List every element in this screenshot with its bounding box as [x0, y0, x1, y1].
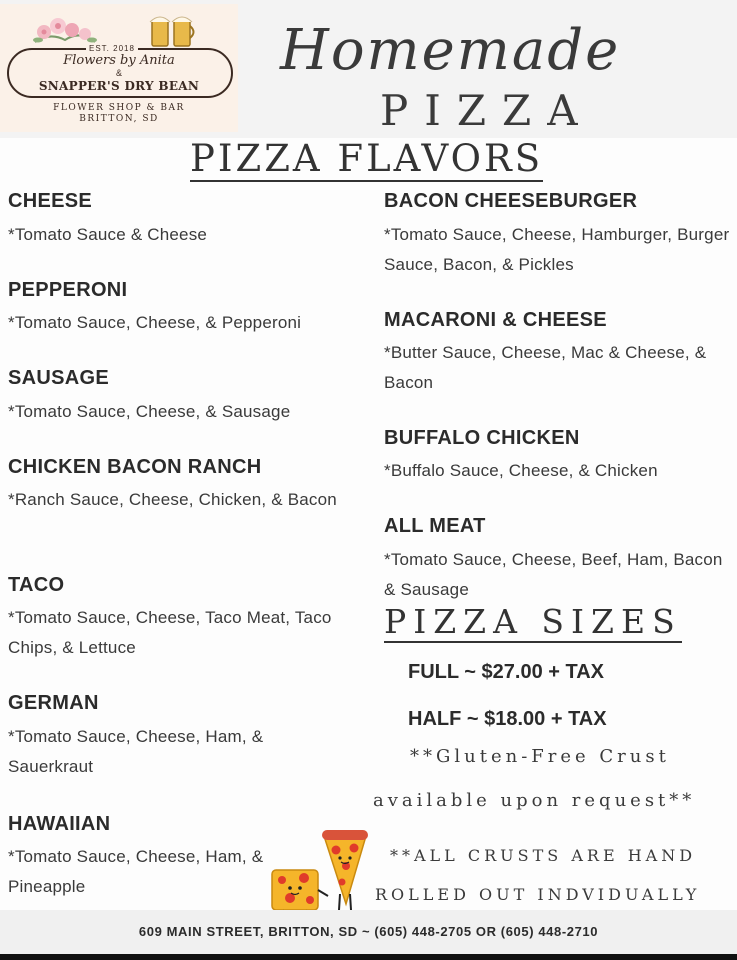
- flavor-name: BUFFALO CHICKEN: [384, 427, 580, 449]
- flavor-desc: *Tomato Sauce, Cheese, Ham, & Pineapple: [8, 847, 264, 896]
- beer-mugs-icon: [148, 10, 198, 50]
- logo-est: EST. 2018: [86, 44, 138, 53]
- flavor-name: TACO: [8, 574, 65, 596]
- flavor-desc: *Tomato Sauce, Cheese, Taco Meat, Taco Chips, & Lettuce: [8, 608, 332, 657]
- crust-note: **ALL CRUSTS ARE HAND: [390, 846, 697, 865]
- gluten-free-note: **Gluten-Free Crust: [410, 746, 670, 767]
- flavor-desc: *Tomato Sauce, Cheese, Ham, & Sauerkraut: [8, 727, 264, 776]
- business-logo: [0, 4, 238, 132]
- size-half: HALF ~ $18.00 + TAX: [408, 708, 607, 730]
- flavors-heading: PIZZA FLAVORS: [190, 137, 544, 180]
- flavor-name: MACARONI & CHEESE: [384, 309, 607, 331]
- logo-name-flowers: Flowers by Anita: [63, 53, 175, 68]
- flavor-desc: *Tomato Sauce & Cheese: [8, 225, 208, 244]
- flavor-desc: *Tomato Sauce, Cheese, & Sausage: [8, 402, 291, 421]
- flavor-name: CHICKEN BACON RANCH: [8, 456, 262, 478]
- logo-ampersand: &: [115, 68, 122, 78]
- page-title: PIZZA: [380, 86, 594, 135]
- flavor-name: PEPPERONI: [8, 279, 128, 301]
- flavor-desc: *Tomato Sauce, Cheese, & Pepperoni: [8, 313, 302, 332]
- logo-location: BRITTON, SD: [79, 114, 159, 124]
- flavor-name: HAWAIIAN: [8, 813, 111, 835]
- flavor-desc: *Butter Sauce, Cheese, Mac & Cheese, & Bacon: [384, 343, 707, 392]
- flavor-desc: *Tomato Sauce, Cheese, Hamburger, Burger Sauce, Bacon, & Pickles: [384, 225, 730, 274]
- bottom-border: [0, 954, 737, 960]
- size-full: FULL ~ $27.00 + TAX: [408, 661, 605, 683]
- sizes-heading: PIZZA SIZES: [384, 602, 682, 641]
- footer-address: 609 MAIN STREET, BRITTON, SD ~ (605) 448-2705 OR (605) 448-2710: [138, 924, 599, 939]
- flavor-desc: *Tomato Sauce, Cheese, Beef, Ham, Bacon & Sausage: [384, 550, 723, 599]
- flavor-name: SAUSAGE: [8, 367, 110, 389]
- flavor-name: GERMAN: [8, 692, 99, 714]
- flavor-name: BACON CHEESEBURGER: [384, 190, 638, 212]
- flavor-desc: *Buffalo Sauce, Cheese, & Chicken: [384, 461, 658, 480]
- flavor-desc: *Ranch Sauce, Cheese, Chicken, & Bacon: [8, 490, 337, 509]
- flavor-name: ALL MEAT: [384, 515, 486, 537]
- logo-subtitle: FLOWER SHOP & BAR: [53, 103, 185, 113]
- flavor-name: CHEESE: [8, 190, 93, 212]
- logo-name-bar: SNAPPER'S DRY BEAN: [38, 79, 200, 93]
- gluten-free-note-2: available upon request**: [373, 790, 696, 811]
- crust-note-2: ROLLED OUT INDVIDUALLY: [375, 885, 701, 904]
- script-title: Homemade: [280, 18, 621, 83]
